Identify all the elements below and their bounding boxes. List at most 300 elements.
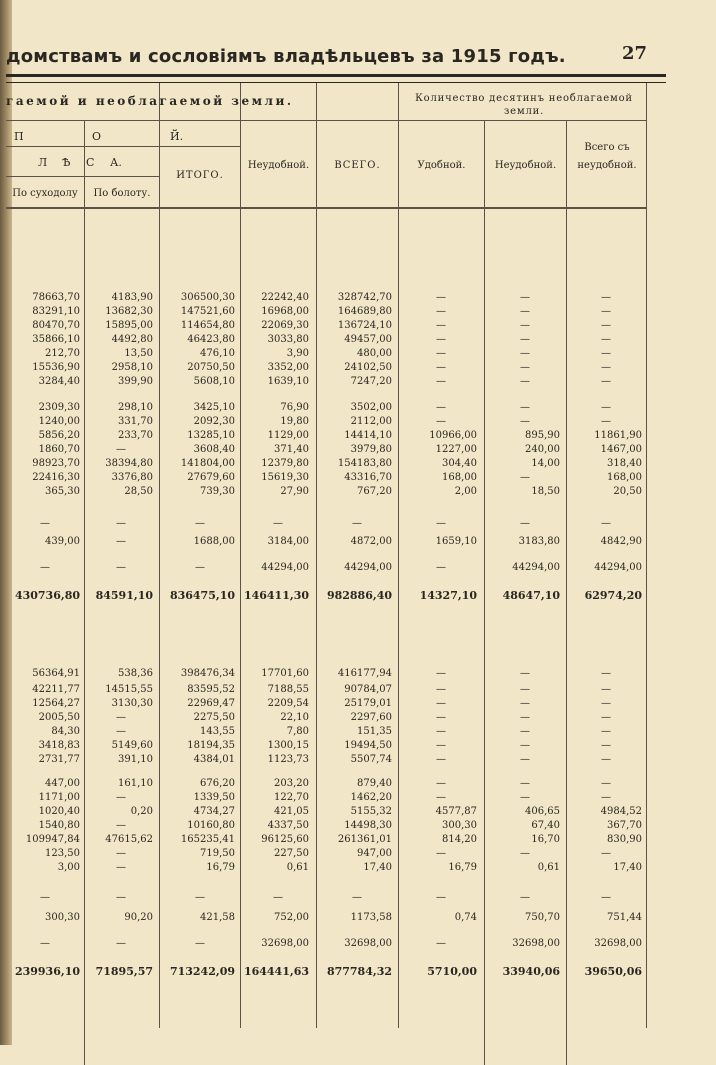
table-cell: — [116,712,126,723]
table-cell: 17,40 [363,862,392,873]
table-cell: 0,61 [286,862,309,873]
table-cell: 318,40 [607,458,642,469]
table-cell: — [436,778,446,789]
table-cell: — [40,892,50,903]
group-header-right: Количество десятинъ необлагаемой земли. [415,93,633,117]
table-cell: 44294,00 [261,562,309,573]
table-cell: 2297,60 [350,712,392,723]
col-divider [646,83,647,1028]
table-cell: 35866,10 [32,334,80,345]
table-cell: 416177,94 [337,668,392,679]
table-cell: — [436,792,446,803]
table-cell: 16,79 [206,862,235,873]
total-cell: 430736,80 [14,589,80,602]
table-cell: 2112,00 [350,416,392,427]
col-divider [316,83,317,1028]
total-cell: 84591,10 [95,589,153,602]
header-rule [6,146,240,147]
table-cell: — [601,792,611,803]
table-cell: 3183,80 [518,536,560,547]
table-cell: — [436,362,446,373]
table-cell: — [520,348,530,359]
table-cell: 76,90 [280,402,309,413]
table-cell: 447,00 [45,778,80,789]
table-cell: 298,10 [118,402,153,413]
total-cell: 146411,30 [243,589,309,602]
table-cell: 5155,32 [350,806,392,817]
table-cell: 56364,91 [32,668,80,679]
table-cell: — [436,938,446,949]
table-cell: — [601,712,611,723]
table-cell: 895,90 [525,430,560,441]
table-cell: — [436,320,446,331]
table-cell: — [436,348,446,359]
les-letter-4: А. [110,156,122,169]
table-cell: 480,00 [357,348,392,359]
table-cell: 22242,40 [261,292,309,303]
table-cell: 12564,27 [32,698,80,709]
table-cell: 16,70 [531,834,560,845]
table-cell: 331,70 [118,416,153,427]
table-cell: 5608,10 [193,376,235,387]
table-cell: 538,36 [118,668,153,679]
col-header-vsego: ВСЕГО. [334,160,381,171]
table-cell: — [436,518,446,529]
po-letter-3: Й. [170,130,184,143]
table-cell: — [352,518,362,529]
total-cell: 33940,06 [502,965,560,978]
table-cell: — [601,892,611,903]
table-cell: — [116,938,126,949]
les-letter-1: Л [38,156,48,169]
table-cell: — [520,778,530,789]
table-cell: — [520,416,530,427]
table-cell: — [436,740,446,751]
po-letter-1: П [14,130,24,143]
table-cell: 13,50 [124,348,153,359]
table-cell: — [436,712,446,723]
table-cell: 304,40 [442,458,477,469]
table-cell: — [601,320,611,331]
table-cell: — [520,472,530,483]
table-cell: 151,35 [357,726,392,737]
table-cell: 16968,00 [261,306,309,317]
total-cell: 164441,63 [243,965,309,978]
table-cell: 203,20 [274,778,309,789]
table-cell: — [40,562,50,573]
table-cell: 233,70 [118,430,153,441]
table-cell: — [116,848,126,859]
table-cell: 3,00 [57,862,80,873]
table-cell: 328742,70 [337,292,392,303]
table-cell: 1688,00 [193,536,235,547]
table-cell: — [601,416,611,427]
table-cell: 18,50 [531,486,560,497]
table-cell: 4734,27 [193,806,235,817]
table-cell: — [273,892,283,903]
table-cell: 1860,70 [38,444,80,455]
table-cell: — [601,402,611,413]
table-cell: — [195,938,205,949]
total-cell: 982886,40 [326,589,392,602]
table-cell: 371,40 [274,444,309,455]
table-cell: 42211,77 [32,684,80,695]
table-cell: — [116,726,126,737]
table-cell: 10966,00 [429,430,477,441]
table-cell: — [601,306,611,317]
table-cell: 78663,70 [32,292,80,303]
table-cell: 399,90 [118,376,153,387]
table-cell: 17,40 [613,862,642,873]
table-cell: 4492,80 [111,334,153,345]
table-cell: — [520,848,530,859]
table-cell: 719,50 [200,848,235,859]
table-cell: — [601,292,611,303]
table-cell: 2958,10 [111,362,153,373]
table-cell: 1300,15 [267,740,309,751]
table-cell: — [116,518,126,529]
table-cell: — [520,892,530,903]
table-cell: — [436,376,446,387]
table-cell: 1240,00 [38,416,80,427]
table-cell: 1467,00 [600,444,642,455]
top-rule-thin [6,82,666,83]
table-cell: 20750,50 [187,362,235,373]
table-cell: 13285,10 [187,430,235,441]
table-cell: — [520,740,530,751]
table-cell: 164689,80 [337,306,392,317]
table-cell: 90784,07 [344,684,392,695]
table-cell: — [520,320,530,331]
table-cell: 4337,50 [267,820,309,831]
table-cell: 123,50 [45,848,80,859]
table-cell: 3425,10 [193,402,235,413]
table-cell: 2,00 [454,486,477,497]
table-cell: — [195,562,205,573]
table-cell: — [436,292,446,303]
table-cell: 49457,00 [344,334,392,345]
les-letter-3: С [86,156,95,169]
table-cell: 3352,00 [267,362,309,373]
table-cell: 14414,10 [344,430,392,441]
table-cell: 879,40 [357,778,392,789]
table-cell: 2092,30 [193,416,235,427]
total-cell: 713242,09 [169,965,235,978]
table-cell: 4577,87 [435,806,477,817]
table-cell: — [520,292,530,303]
table-cell: — [436,668,446,679]
table-cell: — [601,740,611,751]
header-rule [6,120,646,121]
table-cell: 0,20 [130,806,153,817]
col-header-po-bolotu: По болоту. [93,188,151,199]
table-cell: 752,00 [274,912,309,923]
total-cell: 239936,10 [14,965,80,978]
table-cell: 1123,73 [267,754,309,765]
table-cell: 1173,58 [350,912,392,923]
table-cell: — [436,402,446,413]
table-cell: 96125,60 [261,834,309,845]
table-cell: 391,10 [118,754,153,765]
table-cell: 476,10 [200,348,235,359]
table-cell: 10160,80 [187,820,235,831]
table-cell: 3418,83 [38,740,80,751]
table-cell: — [436,848,446,859]
table-cell: 12379,80 [261,458,309,469]
header-rule [6,176,160,177]
table-cell: 5149,60 [111,740,153,751]
table-cell: — [601,778,611,789]
table-cell: 306500,30 [180,292,235,303]
table-cell: 7247,20 [350,376,392,387]
table-cell: 751,44 [607,912,642,923]
table-cell: 398476,34 [180,668,235,679]
table-cell: 0,61 [537,862,560,873]
table-cell: 365,30 [45,486,80,497]
table-cell: 421,58 [200,912,235,923]
table-cell: 18194,35 [187,740,235,751]
table-cell: 814,20 [442,834,477,845]
table-cell: 3284,40 [38,376,80,387]
table-cell: 3608,40 [193,444,235,455]
table-cell: 300,30 [45,912,80,923]
table-cell: — [601,362,611,373]
table-cell: 46423,80 [187,334,235,345]
table-cell: 2209,54 [267,698,309,709]
table-cell: 143,55 [200,726,235,737]
table-cell: — [520,698,530,709]
table-cell: 4384,01 [193,754,235,765]
table-cell: 947,00 [357,848,392,859]
table-cell: 28,50 [124,486,153,497]
table-cell: — [520,306,530,317]
table-cell: 165235,41 [180,834,235,845]
total-cell: 5710,00 [427,965,477,978]
table-cell: — [116,562,126,573]
table-cell: 5856,20 [38,430,80,441]
table-cell: 1129,00 [267,430,309,441]
binding-shadow [0,0,12,1045]
table-cell: 5507,74 [350,754,392,765]
table-cell: — [520,402,530,413]
table-cell: — [601,726,611,737]
table-cell: 24102,50 [344,362,392,373]
table-cell: — [116,792,126,803]
table-cell: — [436,334,446,345]
table-cell: 1227,00 [435,444,477,455]
table-cell: 147521,60 [180,306,235,317]
table-cell: 240,00 [525,444,560,455]
table-cell: — [436,684,446,695]
table-cell: 32698,00 [261,938,309,949]
table-cell: 4872,00 [350,536,392,547]
table-cell: 830,90 [607,834,642,845]
table-cell: 4183,90 [111,292,153,303]
table-cell: — [520,712,530,723]
col-header-po-suhodolu: По суходолу [12,188,78,199]
table-cell: — [436,892,446,903]
table-cell: 136724,10 [337,320,392,331]
table-cell: 1540,80 [38,820,80,831]
table-cell: 168,00 [442,472,477,483]
table-cell: 4984,52 [600,806,642,817]
table-cell: 439,00 [45,536,80,547]
table-cell: 1462,20 [350,792,392,803]
table-cell: — [436,306,446,317]
table-cell: 83291,10 [32,306,80,317]
table-cell: — [116,862,126,873]
table-cell: 141804,00 [180,458,235,469]
table-cell: 421,05 [274,806,309,817]
table-cell: 22416,30 [32,472,80,483]
table-cell: 750,70 [525,912,560,923]
table-cell: 22969,47 [187,698,235,709]
table-cell: 406,65 [525,806,560,817]
table-cell: 109947,84 [25,834,80,845]
table-cell: 14515,55 [105,684,153,695]
table-cell: — [520,792,530,803]
table-cell: 44294,00 [594,562,642,573]
table-cell: 13682,30 [105,306,153,317]
total-cell: 39650,06 [584,965,642,978]
table-cell: 1171,00 [38,792,80,803]
table-cell: 3,90 [286,348,309,359]
table-cell: 3130,30 [111,698,153,709]
table-cell: — [601,754,611,765]
table-cell: 43316,70 [344,472,392,483]
table-cell: 212,70 [45,348,80,359]
total-cell: 877784,32 [326,965,392,978]
table-cell: 44294,00 [344,562,392,573]
col-header-udobnoy: Удобной. [417,160,466,171]
table-cell: — [520,754,530,765]
table-cell: 16,79 [448,862,477,873]
table-cell: — [195,518,205,529]
table-cell: 20,50 [613,486,642,497]
col-header-neudobnoy-2: Неудобной. [494,160,557,171]
table-cell: 114654,80 [180,320,235,331]
header-bottom-rule [6,207,646,209]
table-cell: 1639,10 [267,376,309,387]
table-cell: 38394,80 [105,458,153,469]
table-cell: 25179,01 [344,698,392,709]
table-cell: 3979,80 [350,444,392,455]
table-cell: — [116,444,126,455]
table-cell: — [520,362,530,373]
table-cell: — [601,518,611,529]
table-cell: — [436,562,446,573]
table-cell: — [273,518,283,529]
table-cell: — [116,892,126,903]
table-cell: 227,50 [274,848,309,859]
table-cell: 32698,00 [344,938,392,949]
table-cell: 17701,60 [261,668,309,679]
table-cell: — [520,726,530,737]
table-cell: 7,80 [286,726,309,737]
les-letter-2: Ѣ [62,156,71,169]
table-cell: 1020,40 [38,806,80,817]
col-header-itogo: ИТОГО. [176,170,224,181]
table-cell: — [116,820,126,831]
table-cell: 27679,60 [187,472,235,483]
table-cell: 2005,50 [38,712,80,723]
table-cell: 3184,00 [267,536,309,547]
table-cell: 3033,80 [267,334,309,345]
table-cell: 22,10 [280,712,309,723]
table-cell: 4842,90 [600,536,642,547]
table-cell: — [436,726,446,737]
col-header-neudobnoy: Неудобной. [247,160,310,171]
table-cell: 3502,00 [350,402,392,413]
table-cell: — [601,348,611,359]
po-letter-2: О [92,130,102,143]
table-cell: — [40,938,50,949]
table-cell: 84,30 [51,726,80,737]
page-title: домствамъ и сословіямъ владѣльцевъ за 1915 годъ. [6,46,566,67]
table-cell: — [436,416,446,427]
table-cell: — [436,698,446,709]
col-divider [398,83,399,1028]
table-cell: 14498,30 [344,820,392,831]
col-header-vsego-s-neudobnoy: Всего съ неудобной. [577,142,637,171]
table-cell: — [520,518,530,529]
total-cell: 48647,10 [502,589,560,602]
table-cell: — [601,668,611,679]
total-cell: 14327,10 [419,589,477,602]
top-rule-thick [6,74,666,77]
table-cell: — [520,684,530,695]
table-cell: 15619,30 [261,472,309,483]
table-cell: — [116,536,126,547]
table-cell: 2275,50 [193,712,235,723]
table-cell: — [352,892,362,903]
table-cell: 7188,55 [267,684,309,695]
table-cell: 767,20 [357,486,392,497]
table-cell: 367,70 [607,820,642,831]
table-cell: 1339,50 [193,792,235,803]
table-cell: — [436,754,446,765]
table-cell: 122,70 [274,792,309,803]
table-cell: 2731,77 [38,754,80,765]
table-cell: 32698,00 [512,938,560,949]
table-cell: 300,30 [442,820,477,831]
table-cell: 1659,10 [435,536,477,547]
table-cell: — [195,892,205,903]
table-cell: 0,74 [454,912,477,923]
table-cell: — [520,376,530,387]
table-cell: 27,90 [280,486,309,497]
total-cell: 71895,57 [95,965,153,978]
table-cell: — [40,518,50,529]
table-cell: — [520,334,530,345]
table-cell: 161,10 [118,778,153,789]
table-cell: 98923,70 [32,458,80,469]
table-cell: — [601,698,611,709]
table-cell: 80470,70 [32,320,80,331]
table-cell: 2309,30 [38,402,80,413]
table-cell: 83595,52 [187,684,235,695]
table-cell: 22069,30 [261,320,309,331]
table-cell: 47615,62 [105,834,153,845]
table-cell: — [601,334,611,345]
table-cell: — [601,848,611,859]
table-cell: 168,00 [607,472,642,483]
table-cell: 19,80 [280,416,309,427]
table-cell: 11861,90 [594,430,642,441]
table-cell: 3376,80 [111,472,153,483]
group-header-main: гаемой и необлагаемой земли. [6,94,294,108]
col-divider [240,83,241,1028]
